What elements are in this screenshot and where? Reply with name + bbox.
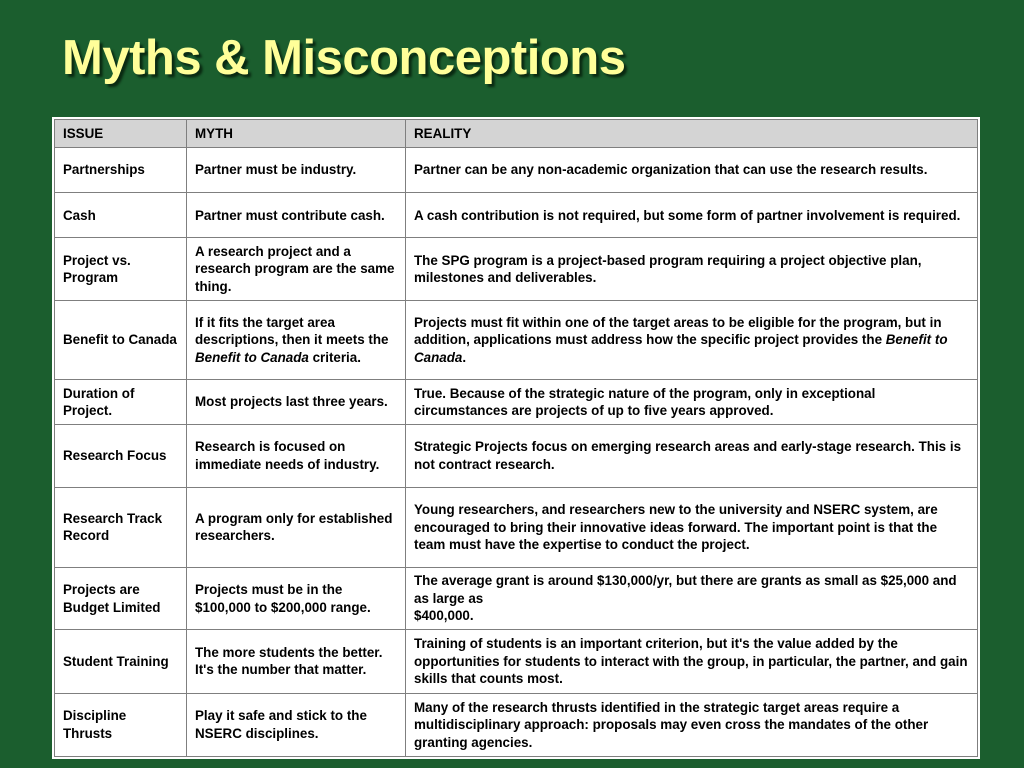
table-row [55,193,978,238]
issue-cell: Discipline Thrusts [55,693,187,756]
reality-cell: Young researchers, and researchers new to the university and NSERC system, are encouraged to bring their innovative ideas forward. The important point is that the team must have the expertise to conduct the project. [406,487,978,567]
myth-emphasis: Benefit to Canada [195,349,309,365]
myths-table-container [52,117,980,759]
issue-cell: Projects are Budget Limited [55,568,187,630]
reality-cell: A cash contribution is not required, but some form of partner involvement is required. [406,193,978,238]
table-row [55,487,978,567]
reality-cell: Training of students is an important criterion, but it's the value added by the opportunities for students to interact with the group, in particular, the partner, and gain skills that counts most. [406,630,978,693]
myth-cell [187,300,406,379]
reality-text: Projects must fit within one of the target areas to be eligible for the program, but in addition, applications must address how the specific project provides the [414,314,942,348]
table-row [55,425,978,487]
issue-cell: Partnerships [55,148,187,193]
header-myth: MYTH [187,120,406,148]
reality-emphasis: Benefit to Canada [414,332,948,365]
table-header-row [55,120,978,148]
issue-cell: Duration of Project. [55,380,187,425]
reality-cell: Many of the research thrusts identified in the strategic target areas require a multidisciplinary approach: proposals may even cross the mandates of the other granting agencies. [406,693,978,756]
myth-cell: Partner must be industry. [187,148,406,193]
table-row [55,568,978,630]
myth-cell: Projects must be in the $100,000 to $200,000 range. [187,568,406,630]
reality-text: The average grant is around $130,000/yr, but there are grants as small as $25,000 and as large as [414,573,957,606]
reality-cell: The SPG program is a project-based program requiring a project objective plan, milestones and deliverables. [406,238,978,300]
slide-title: Myths & Misconceptions [62,31,626,85]
issue-cell: Research Track Record [55,487,187,567]
table-row [55,380,978,425]
table-row [55,630,978,693]
myth-cell: A program only for established researchers. [187,487,406,567]
issue-cell: Project vs. Program [55,238,187,300]
reality-cell [406,568,978,630]
reality-cell: Strategic Projects focus on emerging research areas and early-stage research. This is not contract research. [406,425,978,487]
myth-cell: Most projects last three years. [187,380,406,425]
myth-cell: The more students the better. It's the number that matter. [187,630,406,693]
header-issue: ISSUE [55,120,187,148]
myth-cell: A research project and a research program are the same thing. [187,238,406,300]
myth-cell: Play it safe and stick to the NSERC disciplines. [187,693,406,756]
issue-cell: Student Training [55,630,187,693]
issue-cell: Research Focus [55,425,187,487]
myth-text-end: criteria. [308,349,361,365]
table-row [55,300,978,379]
issue-cell: Benefit to Canada [55,300,187,379]
myth-cell: Partner must contribute cash. [187,193,406,238]
reality-cell [406,300,978,379]
myth-text: If it fits the target area descriptions, then it meets the [195,314,389,348]
table-row [55,238,978,300]
reality-cell: True. Because of the strategic nature of the program, only in exceptional circumstances are projects of up to five years approved. [406,380,978,425]
reality-text-end: . [462,349,467,365]
reality-text-end: $400,000. [414,608,474,624]
header-reality: REALITY [406,120,978,148]
issue-cell: Cash [55,193,187,238]
myth-cell: Research is focused on immediate needs of industry. [187,425,406,487]
table-row [55,148,978,193]
table-row [55,693,978,756]
reality-cell: Partner can be any non-academic organization that can use the research results. [406,148,978,193]
myths-table [54,119,978,757]
